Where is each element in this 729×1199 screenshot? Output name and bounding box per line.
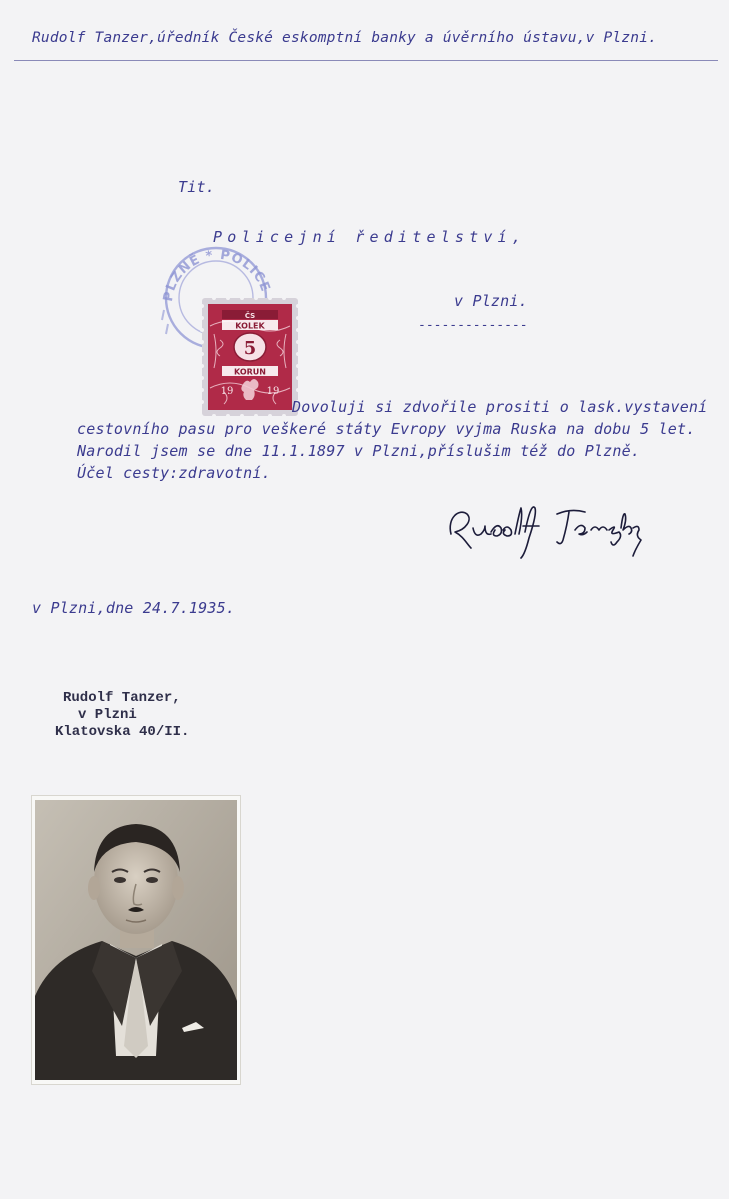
salutation: Tit. [178,178,215,196]
city-underline: -------------- [418,318,528,333]
body-line-4: Účel cesty:zdravotní. [77,464,271,482]
letterhead: Rudolf Tanzer,úředník České eskomptní banky a úvěrního ústavu,v Plzni. [32,30,658,46]
round-stamp-text: PLZNĚ * POLICE [160,247,273,303]
body-line-3: Narodil jsem se dne 11.1.1897 v Plzni,příslušim též do Plzně. [77,442,641,460]
sender-address [55,690,189,741]
revenue-stamp-korun: KORUN [234,367,266,377]
portrait-photo [32,796,240,1084]
svg-text:PLZNĚ * POLICEJNÍ [158,240,273,303]
header-rule [14,60,718,61]
revenue-stamp-top-label: ČS [244,312,256,320]
revenue-stamp-year-left: 19 [220,386,234,397]
date-line: v Plzni,dne 24.7.1935. [32,599,236,617]
sender-street: Klatovska 40/II. [55,724,190,740]
letter-body [77,396,707,484]
handwritten-signature [445,498,645,572]
sender-name: Rudolf Tanzer, [63,690,181,706]
revenue-stamp-value: 5 [243,338,257,359]
revenue-stamp-kolek: KOLEK [235,321,265,331]
addressee-city: v Plzni. [454,292,528,310]
addressee: Policejní ředitelství, [213,228,527,246]
body-line-2: cestovního pasu pro veškeré státy Evropy vyjma Ruska na dobu 5 let. [77,420,696,438]
body-line-1: Dovoluji si zdvořile prositi o lask.vystavení [292,398,708,416]
sender-city: v Plzni [78,707,137,723]
revenue-stamp-year-right: 19 [266,386,280,397]
